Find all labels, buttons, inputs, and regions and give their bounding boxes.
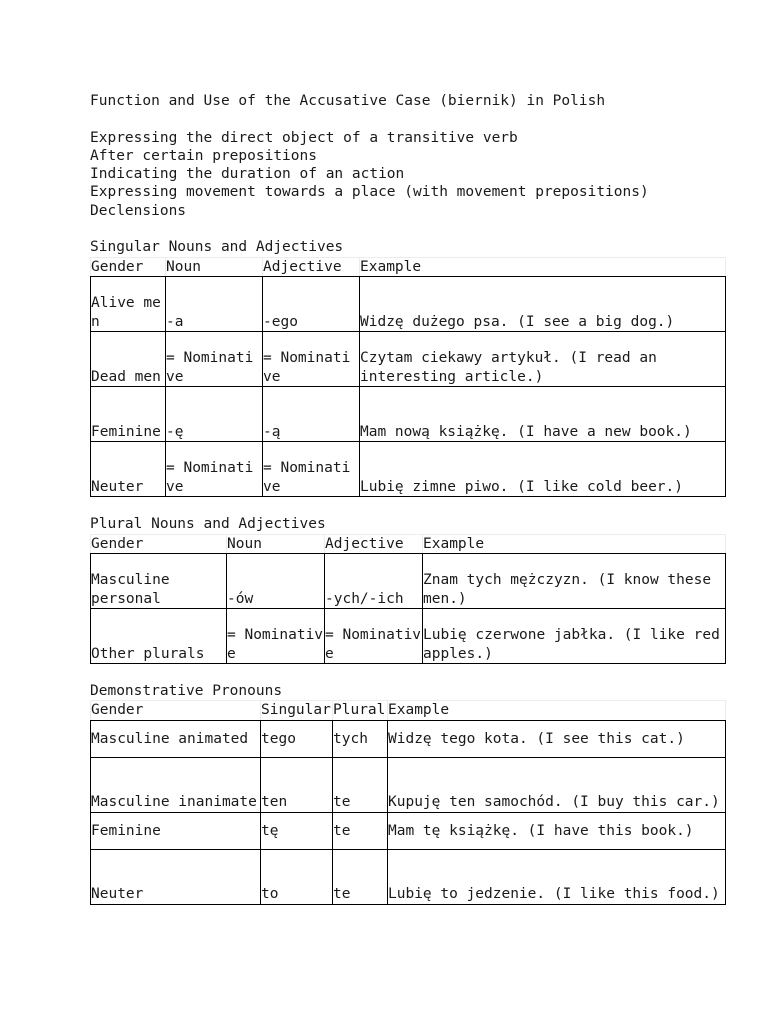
table-header-row [91, 257, 726, 276]
cell-gender: Feminine [91, 386, 166, 441]
plural-table [90, 534, 726, 664]
header-noun: Noun [227, 534, 325, 553]
cell-noun: -ów [227, 553, 325, 608]
cell-adjective: = Nominative [263, 331, 360, 386]
singular-table [90, 257, 726, 497]
header-adjective: Adjective [263, 257, 360, 276]
cell-gender: Other plurals [91, 608, 227, 663]
cell-example: Mam tę książkę. (I have this book.) [388, 812, 726, 849]
cell-adjective: = Nominative [263, 441, 360, 496]
table-row [91, 757, 726, 812]
document-title: Function and Use of the Accusative Case (biernik) in Polish [90, 93, 606, 109]
table-row [91, 812, 726, 849]
cell-example: Lubię zimne piwo. (I like cold beer.) [360, 441, 726, 496]
table-header-row [91, 701, 726, 720]
cell-example: Znam tych mężczyzn. (I know these men.) [423, 553, 726, 608]
use-item: Indicating the duration of an action [90, 166, 405, 183]
cell-gender: Neuter [91, 849, 261, 904]
spacer [90, 497, 726, 515]
table-row [91, 608, 726, 663]
use-item: Declensions [90, 202, 187, 219]
cell-plural: te [333, 812, 388, 849]
cell-singular: ten [261, 757, 333, 812]
table-row [91, 720, 726, 757]
use-item: Expressing movement towards a place (with movement prepositions) [90, 184, 649, 201]
cell-gender: Masculine inanimate [91, 757, 261, 812]
table-row [91, 441, 726, 496]
header-plural: Plural [333, 701, 388, 720]
cell-noun: -a [166, 276, 263, 331]
cell-plural: te [333, 849, 388, 904]
demonstrative-heading: Demonstrative Pronouns [90, 683, 283, 700]
cell-gender: Dead men [91, 331, 166, 386]
cell-adjective: -ych/-ich [325, 553, 423, 608]
cell-adjective: -ą [263, 386, 360, 441]
cell-noun: = Nominative [166, 331, 263, 386]
header-gender: Gender [91, 257, 166, 276]
table-row [91, 553, 726, 608]
cell-example: Lubię to jedzenie. (I like this food.) [388, 849, 726, 904]
cell-singular: to [261, 849, 333, 904]
cell-plural: te [333, 757, 388, 812]
cell-gender: Masculine animated [91, 720, 261, 757]
header-singular: Singular [261, 702, 331, 719]
cell-gender: Alive men [91, 276, 166, 331]
table-header-row [91, 534, 726, 553]
cell-adjective: -ego [263, 276, 360, 331]
spacer [90, 220, 726, 238]
use-item: Expressing the direct object of a transitive verb [90, 129, 518, 146]
header-gender: Gender [91, 534, 227, 553]
cell-noun: -ę [166, 386, 263, 441]
cell-example: Mam nową książkę. (I have a new book.) [360, 386, 726, 441]
cell-example: Widzę tego kota. (I see this cat.) [388, 720, 726, 757]
header-gender: Gender [91, 701, 261, 720]
header-example: Example [388, 701, 726, 720]
cell-example: Lubię czerwone jabłka. (I like red apples.) [423, 608, 726, 663]
table-row [91, 331, 726, 386]
demonstrative-table [90, 700, 726, 904]
cell-plural: tych [333, 720, 388, 757]
cell-example: Widzę dużego psa. (I see a big dog.) [360, 276, 726, 331]
document-page [90, 92, 726, 905]
cell-singular: tego [261, 720, 333, 757]
header-adjective: Adjective [325, 534, 423, 553]
cell-noun: = Nominative [166, 441, 263, 496]
cell-example: Czytam ciekawy artykuł. (I read an interesting article.) [360, 331, 726, 386]
header-example: Example [423, 534, 726, 553]
use-item: After certain prepositions [90, 147, 317, 164]
plural-heading: Plural Nouns and Adjectives [90, 516, 326, 533]
cell-noun: = Nominative [227, 608, 325, 663]
header-noun: Noun [166, 257, 263, 276]
cell-gender: Feminine [91, 812, 261, 849]
cell-gender: Neuter [91, 441, 166, 496]
cell-gender: Masculine personal [91, 553, 227, 608]
cell-example: Kupuję ten samochód. (I buy this car.) [388, 757, 726, 812]
header-example: Example [360, 257, 726, 276]
cell-adjective: = Nominative [325, 608, 423, 663]
table-row [91, 276, 726, 331]
spacer [90, 664, 726, 682]
table-row [91, 386, 726, 441]
singular-heading: Singular Nouns and Adjectives [90, 239, 344, 256]
table-row [91, 849, 726, 904]
spacer [90, 110, 726, 128]
cell-singular: tę [261, 812, 333, 849]
